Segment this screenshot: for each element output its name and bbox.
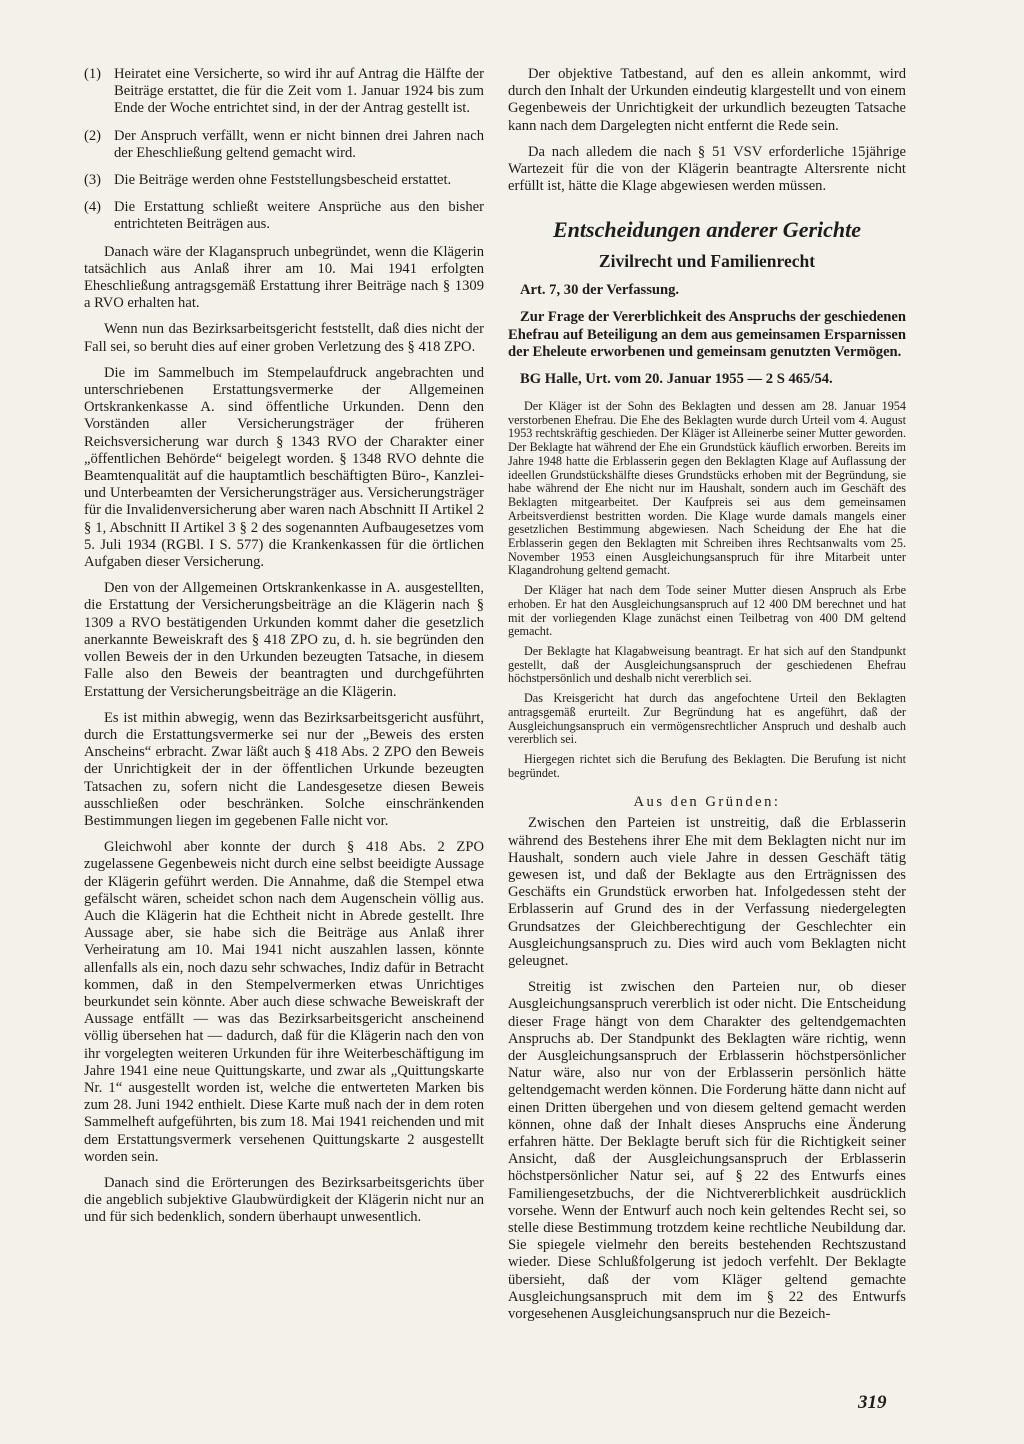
grounds-block bbox=[508, 815, 906, 1323]
facts-paragraph: Der Beklagte hat Klagabweisung beantragt. Er hat sich auf den Standpunkt gestellt, daß der Ausgleichungsanspruch der geschiedenen Ehefrau höchstpersönlich und deshalb nicht vererblich sei. bbox=[508, 643, 906, 686]
body-paragraph: Gleichwohl aber konnte der durch § 418 Abs. 2 ZPO zugelassene Gegenbeweis nicht durch eine selbst beeidigte Aussage der Klägerin geführt werden. Die Annahme, daß die Stempel etwa gefälscht wären, scheidet schon nach dem Augenschein völlig aus. Auch die Klägerin hat die Echtheit nicht in Abrede gestellt. Ihre Aussage aber, sie habe sich die Beiträge aus Anlaß ihrer Verheiratung am 10. Mai 1941 nicht auszahlen lassen, könnte allenfalls als ein, noch dazu sehr schwaches, Indiz dafür in Betracht kommen, daß in den Stempelvermerken etwas Unrichtiges beurkundet sein könnte. Aber auch diese schwache Beweiskraft der Aussage entfällt — was das Bezirksarbeitsgericht anscheinend völlig übersehen hat — dadurch, daß für die Klägerin nach den von ihr vorgelegten weiteren Urkunden für ihre Weiterbeschäftigung im Jahre 1941 eine neue Quittungskarte, und zwar als „Quittungskarte Nr. 1“ ausgestellt worden ist, welche die entwerteten Marken bis zum 28. Juni 1942 enthielt. Diese Karte muß nach der in dem roten Sammelheft aufgeführten, bis zum 18. Mai 1941 reichenden und mit dem Erstattungsvermerk versehenen Quittungskarte 2 ausgestellt worden sein. bbox=[84, 839, 485, 1165]
item-number: (2) bbox=[84, 127, 102, 144]
intro-block bbox=[508, 66, 906, 195]
facts-block bbox=[508, 400, 906, 780]
item-text: Heiratet eine Versicherte, so wird ihr auf Antrag die Hälfte der Beiträge erstattet, die für die Zeit vom 1. Januar 1924 bis zum Ende der Woche entrichtet sind, in der der Antrag gestellt ist. bbox=[114, 66, 484, 117]
right-column bbox=[508, 66, 906, 1332]
section-title: Entscheidungen anderer Gerichte bbox=[552, 217, 862, 243]
body-paragraph: Es ist mithin abwegig, wenn das Bezirksarbeitsgericht ausführt, durch die Erstattungsvermerke sei nur der „Beweis des ersten Anscheins“ erbracht. Zwar läßt auch § 418 Abs. 2 ZPO den Beweis der Unrichtigkeit der in der öffentlichen Urkunde bezeugten Tatsachen zu, sofern nicht die Landesgesetze diesen Beweis ausschließen oder beschränken. Solche einschränkenden Bestimmungen liegen im gegebenen Falle nicht vor. bbox=[84, 709, 484, 829]
item-text: Die Beiträge werden ohne Feststellungsbescheid erstattet. bbox=[114, 172, 452, 189]
item-text: Der Anspruch verfällt, wenn er nicht binnen drei Jahren nach der Eheschließung geltend gemacht wird. bbox=[114, 127, 484, 161]
grounds-heading: Aus den Gründen: bbox=[633, 794, 781, 811]
body-paragraph: Den von der Allgemeinen Ortskrankenkasse in A. ausgestellten, die Erstattung der Versicherungsbeiträge an die Klägerin nach § 1309 a RVO bestätigenden Urkunden kommt daher die gesetzlich anerkannte Beweiskraft des § 418 ZPO zu, d. h. sie begründen den vollen Beweis der in den Urkunden bezeugten Tatsache, in diesem Falle also den Beweis der beantragten und durchgeführten Erstattung der Versicherungsbeiträge an die Klägerin. bbox=[84, 580, 484, 700]
facts-paragraph: Hiergegen richtet sich die Berufung des Beklagten. Die Berufung ist nicht begründet. bbox=[508, 751, 906, 780]
body-paragraph: Der objektive Tatbestand, auf den es allein ankommt, wird durch den Inhalt der Urkunden eindeutig klargestellt und von einem Gegenbeweis der Unrichtigkeit der urkundlich bezeugten Tatsache kann nach dem Dargelegten nicht entfernt die Rede sein. bbox=[508, 66, 906, 134]
article-reference: Art. 7, 30 der Verfassung. bbox=[520, 282, 680, 299]
subsection-title: Zivilrecht und Familienrecht bbox=[598, 251, 816, 272]
page-number: 319 bbox=[858, 1392, 887, 1413]
numbered-item bbox=[84, 172, 484, 189]
facts-paragraph: Der Kläger ist der Sohn des Beklagten und dessen am 28. Januar 1954 verstorbenen Ehefrau. Die Ehe des Beklagten wurde durch Urteil vom 4. August 1953 rechtskräftig geschieden. Der Kläger ist Alleinerbe seiner Mutter geworden. Der Beklagte hat während der Ehe ein Grundstück käuflich erworben. Bereits im Jahre 1948 hatte die Erblasserin gegen den Beklagten Klage auf Auflassung der ideellen Grundstückshälfte dieses Grundstücks erhoben mit der Begründung, sie habe während der Ehe nicht nur im Haushalt, sondern auch im Geschäft des Beklagten mitgearbeitet. Der Kaufpreis sei aus dem gemeinsamen Arbeitsverdienst bestritten worden. Die Klage wurde damals mangels einer gesetzlichen Bestimmung abgewiesen. Nach Scheidung der Ehe hat die Erblasserin gegen den Beklagten mit Schreiben ihres Rechtsanwalts vom 25. November 1953 einen Ausgleichungsanspruch für ihre Mitarbeit unter Klagandrohung geltend gemacht. bbox=[508, 399, 906, 578]
court-reference: BG Halle, Urt. vom 20. Januar 1955 — 2 S 465/54. bbox=[520, 371, 833, 388]
item-number: (1) bbox=[84, 66, 102, 82]
body-paragraph: Die im Sammelbuch im Stempelaufdruck angebrachten und unterschriebenen Erstattungsvermerke der Allgemeinen Ortskrankenkasse A. sind öffentliche Urkunden. Denn den Vorständen aller Versicherungsträger der früheren Reichsversicherung war durch § 1343 RVO der Charakter einer „öffentlichen Behörde“ beigelegt worden. § 1348 RVO dehnte die Beamtenqualität auf die hauptamtlich beschäftigten Büro-, Kanzlei- und Unterbeamten der Versicherungsträger aus. Versicherungsträger für die Invalidenversicherung aber waren nach Abschnitt II Artikel 2 § 1, Abschnitt II Artikel 3 § 2 des sogenannten Aufbaugesetzes vom 5. Juli 1934 (RGBl. I S. 577) die Krankenkassen für die örtlichen Aufgaben dieser Versicherung. bbox=[84, 364, 484, 571]
facts-paragraph: Das Kreisgericht hat durch das angefochtene Urteil den Beklagten antragsgemäß erurteilt. Zur Begründung hat es angeführt, daß der Ausgleichungsanspruch ein vermögensrechtlicher Anspruch und deshalb auch vererblich sei. bbox=[508, 691, 906, 747]
body-paragraph: Streitig ist zwischen den Parteien nur, ob dieser Ausgleichungsanspruch vererblich ist oder nicht. Die Entscheidung dieser Frage hängt von dem Charakter des geltendgemachten Anspruchs ab. Der Standpunkt des Beklagten wäre richtig, wenn der Ausgleichungsanspruch der Erblasserin höchstpersönlicher Natur wäre, also nur von der Erblasserin persönlich hätte geltendgemacht werden können. Die Forderung hätte dann nicht auf einen Dritten übergehen und von diesem geltend gemacht werden können, ohne daß der Inhalt dieses Anspruchs eine Änderung erfahren hätte. Der Beklagte beruft sich für die Richtigkeit seiner Ansicht, daß der Ausgleichungsanspruch der Erblasserin höchstpersönlicher Natur sei, auf § 22 des Entwurfs eines Familiengesetzbuchs, der die Nichtvererblichkeit ausdrücklich vorsehe. Wenn der Entwurf auch noch kein geltendes Recht sei, so stelle diese Bestimmung trotzdem keine rechtliche Neubildung dar. Sie spiegele vielmehr den bereits bestehenden Rechtszustand wieder. Diese Schlußfolgerung ist jedoch verfehlt. Der Beklagte übersieht, daß der vom Kläger geltend gemachte Ausgleichungsanspruch mit dem im § 22 des Entwurfs vorgesehenen Ausgleichungsanspruch nur die Bezeich- bbox=[508, 979, 906, 1322]
body-paragraph: Da nach alledem die nach § 51 VSV erforderliche 15jährige Wartezeit für die von der Klägerin beantragte Altersrente nicht erfüllt ist, hätte die Klage abgewiesen werden müssen. bbox=[508, 143, 906, 195]
item-number: (4) bbox=[84, 199, 102, 216]
facts-paragraph: Der Kläger hat nach dem Tode seiner Mutter diesen Anspruch als Erbe erhoben. Er hat den Ausgleichungsanspruch auf 12 400 DM berechnet und hat mit der vorliegenden Klage zunächst einen Teilbetrag von 400 DM geltend gemacht. bbox=[508, 583, 906, 639]
body-paragraph: Danach sind die Erörterungen des Bezirksarbeitsgerichts über die angeblich subjektive Glaubwürdigkeit der Klägerin nicht nur an und für sich bedenklich, sondern überhaupt unwesentlich. bbox=[84, 1174, 484, 1226]
item-number: (3) bbox=[84, 172, 102, 189]
numbered-item bbox=[84, 199, 484, 233]
body-paragraph: Wenn nun das Bezirksarbeitsgericht feststellt, daß dies nicht der Fall sei, so beruht dies auf einer groben Verletzung des § 418 ZPO. bbox=[84, 321, 484, 355]
left-column bbox=[84, 66, 484, 1236]
body-paragraph: Zwischen den Parteien ist unstreitig, daß die Erblasserin während des Bestehens ihrer Ehe mit dem Beklagten nicht nur im Haushalt, sondern auch viele Jahre in dessen Geschäft tätig gewesen ist, und daß der Beklagte aus den Erträgnissen des Geschäfts ein Grundstück erworben hat. Infolgedessen steht der Erblasserin auf Grund des in der Verfassung niedergelegten Grundsatzes der Gleichberechtigung der Geschlechter ein Ausgleichungsanspruch zu. Dies wird auch vom Beklagten nicht geleugnet. bbox=[508, 815, 906, 969]
headnote: Zur Frage der Vererblichkeit des Anspruchs der geschiedenen Ehefrau auf Beteiligung an dem aus gemeinsamen Ersparnissen der Eheleute erworbenen und gemeinsam genutzten Vermögen. bbox=[508, 309, 906, 360]
numbered-item bbox=[84, 128, 484, 162]
item-text: Die Erstattung schließt weitere Ansprüche aus den bisher entrichteten Beiträgen aus. bbox=[114, 199, 484, 233]
body-paragraph: Danach wäre der Klaganspruch unbegründet, wenn die Klägerin tatsächlich aus Anlaß ihrer am 10. Mai 1941 erfolgten Eheschließung antragsgemäß Erstattung ihrer Beiträge nach § 1309 a RVO erhalten hat. bbox=[84, 243, 484, 312]
numbered-item bbox=[84, 66, 484, 118]
